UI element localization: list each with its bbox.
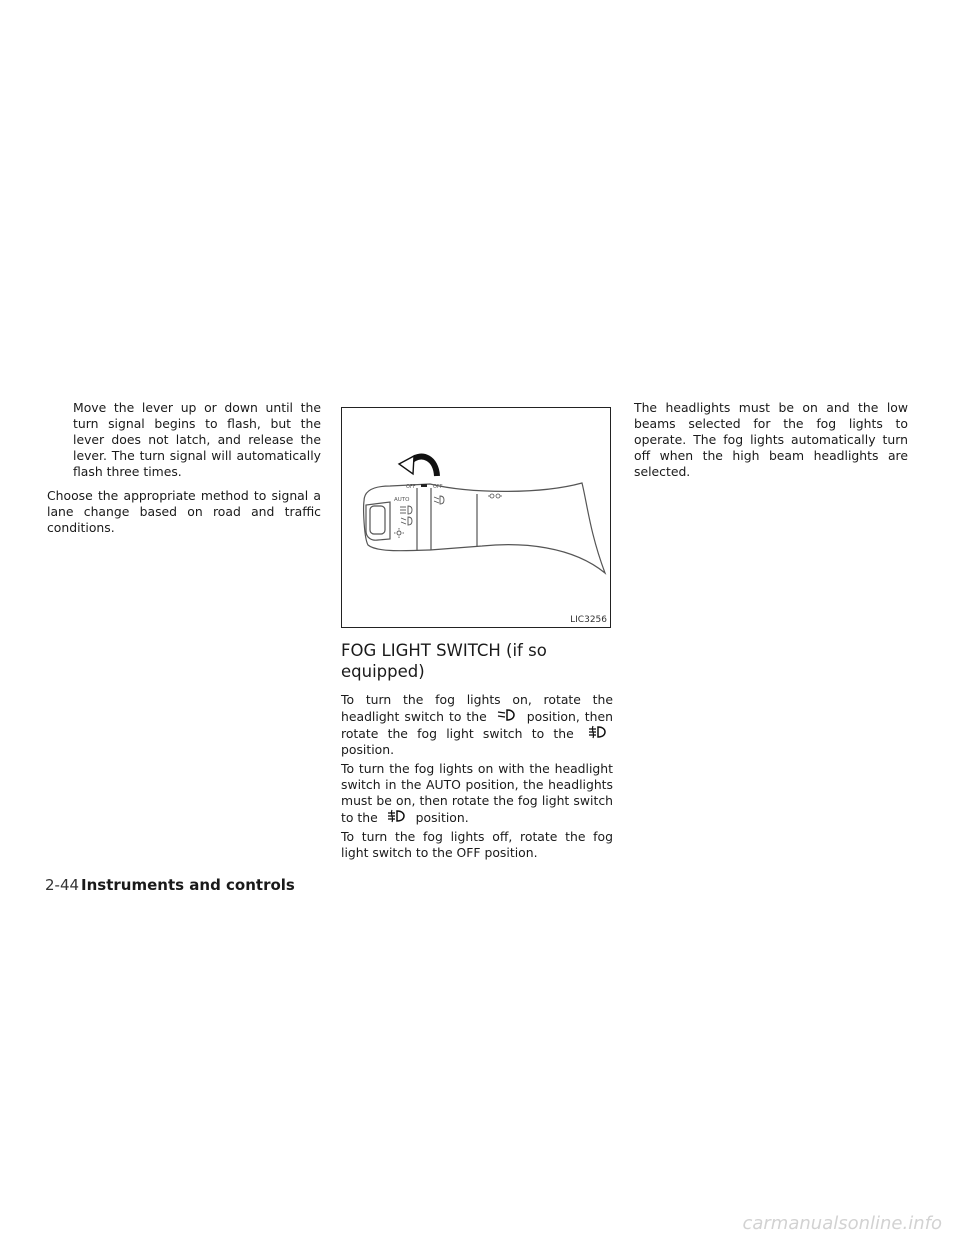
off-label-right: OFF <box>433 484 443 490</box>
headlight-icon <box>400 506 412 514</box>
paragraph-1: To turn the fog lights on, rotate the headlight switch to the position, then rotate the fog light switch to the position. <box>341 692 613 757</box>
fog-light-icon <box>382 809 412 823</box>
sun-icon <box>394 528 404 538</box>
paragraph-3: To turn the fog lights off, rotate the fog light switch to the OFF position. <box>341 829 613 860</box>
auto-label: AUTO <box>394 497 410 503</box>
fog-light-icon <box>434 496 444 504</box>
fog-light-icon <box>401 517 412 525</box>
off-label-left: OFF <box>406 484 416 490</box>
headlight-icon <box>492 708 522 722</box>
lever-drawing <box>342 408 612 629</box>
left-column <box>47 400 321 536</box>
high-beam-icon <box>488 494 502 498</box>
figure-label: LIC3256 <box>570 615 607 625</box>
watermark: carmanualsonline.info <box>742 1213 942 1234</box>
page-footer <box>45 876 295 894</box>
section-heading: FOG LIGHT SWITCH (if so equipped) <box>341 641 547 681</box>
paragraph-2: To turn the fog lights on with the headlight switch in the AUTO position, the headlights must be on, then rotate the fog light switch to the position. <box>341 761 613 825</box>
paragraph: The headlights must be on and the low beams selected for the fog lights to operate. The fog lights automatically turn off when the high beam headlights are selected. <box>634 400 908 479</box>
section-title: Instruments and controls <box>81 876 295 894</box>
indented-paragraph: Move the lever up or down until the turn signal begins to flash, but the lever does not latch, and release the lever. The turn signal will automatically flash three times. <box>73 400 321 479</box>
page-number: 2-44 <box>45 876 80 894</box>
middle-column <box>341 407 613 864</box>
right-column <box>634 400 908 480</box>
fog-light-icon <box>583 725 613 739</box>
lever-illustration <box>341 407 611 628</box>
paragraph: Choose the appropriate method to signal a lane change based on road and traffic conditions. <box>47 488 321 535</box>
